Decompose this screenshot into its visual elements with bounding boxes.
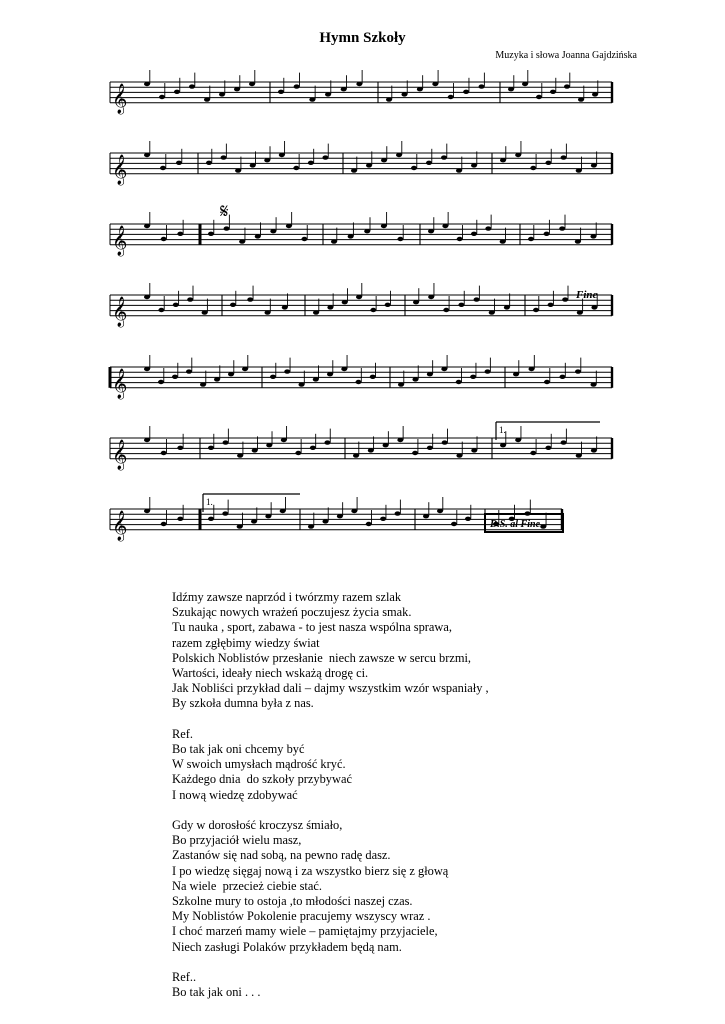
note-head [500, 443, 506, 447]
note-head [544, 380, 550, 384]
note-head [177, 232, 183, 236]
lyrics-line: Idźmy zawsze naprzód i twórzmy razem szlak [172, 590, 402, 604]
note-head [471, 163, 477, 167]
note-head [295, 451, 301, 455]
note-head [548, 303, 554, 307]
note-head [458, 303, 464, 307]
note-head [560, 375, 566, 379]
note-head [366, 522, 372, 526]
note-head [158, 308, 164, 312]
lyrics-stanza [172, 727, 652, 803]
note-head [284, 369, 290, 373]
staff-system [110, 141, 612, 186]
note-head [470, 375, 476, 379]
note-head [427, 372, 433, 376]
note-head [412, 451, 418, 455]
note-head [356, 295, 362, 299]
note-head [380, 517, 386, 521]
note-head [174, 90, 180, 94]
note-head [437, 509, 443, 513]
note-head [381, 224, 387, 228]
treble-clef-icon: 𝄞 [112, 368, 128, 399]
note-head [576, 453, 582, 457]
staff-system [110, 426, 612, 471]
note-head [411, 166, 417, 170]
note-head [294, 84, 300, 88]
note-head [252, 448, 258, 452]
note-head [561, 155, 567, 159]
note-head [590, 234, 596, 238]
note-head [173, 303, 179, 307]
lyrics-line: Gdy w dorosłość kroczysz śmiało, [172, 818, 343, 833]
note-head [237, 524, 243, 528]
fine-mark: Fine [576, 289, 598, 301]
note-head [208, 446, 214, 450]
note-head [504, 305, 510, 309]
lyrics-line: W swoich umysłach mądrość kryć. [172, 757, 346, 772]
lyrics-stanza [172, 590, 652, 712]
note-head [426, 161, 432, 165]
note-head [327, 305, 333, 309]
note-head [427, 446, 433, 450]
note-head [451, 522, 457, 526]
note-head [158, 380, 164, 384]
note-head [219, 92, 225, 96]
note-head [533, 308, 539, 312]
lyrics-line: Tu nauka , sport, zabawa - to jest nasza wspólna sprawa, [172, 620, 452, 635]
note-head [457, 237, 463, 241]
note-head [230, 303, 236, 307]
note-head [381, 158, 387, 162]
note-head [530, 166, 536, 170]
note-head [591, 382, 597, 386]
note-head [471, 232, 477, 236]
lyrics-line: Ref.. [172, 970, 197, 985]
note-head [341, 87, 347, 91]
note-head [456, 453, 462, 457]
volta-bracket-1 [496, 422, 600, 440]
lyrics-line: Jak Nobliści przykład dali – dajmy wszystkim wzór wspaniały , [172, 681, 489, 696]
note-head [540, 524, 546, 528]
note-head [228, 372, 234, 376]
note-head [471, 448, 477, 452]
treble-clef-icon: 𝄞 [112, 439, 128, 470]
note-head [368, 448, 374, 452]
lyrics-line: Bo tak jak oni chcemy być [172, 742, 305, 757]
staff-system [110, 283, 612, 328]
note-head [327, 372, 333, 376]
note-head [423, 514, 429, 518]
staff-system [110, 355, 612, 400]
note-head [310, 446, 316, 450]
staff-system [110, 70, 612, 115]
note-head [485, 226, 491, 230]
note-head [441, 367, 447, 371]
volta-label: 1. [206, 497, 213, 507]
lyrics-line: razem zgłębimy wiedzy świat [172, 635, 320, 650]
note-head [325, 92, 331, 96]
note-head [364, 229, 370, 233]
note-head [536, 95, 542, 99]
note-head [242, 367, 248, 371]
note-head [575, 369, 581, 373]
note-head [214, 377, 220, 381]
note-head [234, 87, 240, 91]
note-head [465, 517, 471, 521]
note-head [443, 308, 449, 312]
note-head [591, 448, 597, 452]
note-head [456, 168, 462, 172]
note-head [237, 453, 243, 457]
note-head [251, 519, 257, 523]
note-head [264, 158, 270, 162]
note-head [324, 440, 330, 444]
note-head [545, 161, 551, 165]
note-head [428, 229, 434, 233]
note-head [270, 375, 276, 379]
note-head [223, 440, 229, 444]
note-head [544, 232, 550, 236]
lyrics-line: Polskich Noblistów przesłanie niech zawsze w sercu brzmi, [172, 650, 472, 665]
note-head [293, 166, 299, 170]
note-head [159, 95, 165, 99]
note-head [432, 82, 438, 86]
note-head [337, 514, 343, 518]
note-head [286, 224, 292, 228]
note-head [397, 438, 403, 442]
segno-mark: 𝄋 [220, 199, 229, 223]
note-head [348, 234, 354, 238]
page-title: Hymn Szkoły [319, 30, 406, 46]
note-head [592, 92, 598, 96]
note-head [160, 166, 166, 170]
note-head [351, 168, 357, 172]
note-head [398, 382, 404, 386]
note-head [351, 509, 357, 513]
note-head [442, 440, 448, 444]
note-head [266, 443, 272, 447]
note-head [235, 168, 241, 172]
note-head [366, 163, 372, 167]
note-head [144, 438, 150, 442]
note-head [576, 168, 582, 172]
note-head [313, 377, 319, 381]
note-head [485, 369, 491, 373]
lyrics-line: Na wiele przecież ciebie stać. [172, 878, 322, 893]
note-head [463, 90, 469, 94]
note-head [448, 95, 454, 99]
note-head [208, 517, 214, 521]
note-head [500, 239, 506, 243]
note-head [187, 297, 193, 301]
lyrics-stanza [172, 818, 652, 955]
lyrics-line: Każdego dnia do szkoły przybywać [172, 772, 352, 787]
note-head [331, 239, 337, 243]
note-head [144, 153, 150, 157]
note-head [265, 310, 271, 314]
note-head [417, 87, 423, 91]
lyrics-stanza [172, 970, 652, 1000]
note-head [161, 451, 167, 455]
treble-clef-icon: 𝄞 [112, 510, 128, 541]
composer-credit: Muzyka i słowa Joanna Gajdzińska [495, 50, 637, 61]
note-head [513, 372, 519, 376]
note-head [479, 84, 485, 88]
lyrics-line: Niech zasługi Polaków przykładem będą nam. [172, 939, 402, 954]
lyrics [172, 590, 652, 1000]
note-head [441, 155, 447, 159]
note-head [250, 163, 256, 167]
note-head [189, 84, 195, 88]
note-head [280, 509, 286, 513]
lyrics-line: Szkolne mury to ostoja ,to młodości naszej czas. [172, 894, 413, 909]
note-head [528, 237, 534, 241]
note-head [200, 382, 206, 386]
note-head [530, 451, 536, 455]
lyrics-line: Bo tak jak oni . . . [172, 985, 261, 1000]
note-head [474, 297, 480, 301]
note-head [186, 369, 192, 373]
note-head [222, 511, 228, 515]
note-head [515, 153, 521, 157]
lyrics-line: I po wiedzę sięgaj nową i za wszystko bierz się z głową [172, 863, 449, 878]
note-head [356, 380, 362, 384]
note-head [221, 155, 227, 159]
treble-clef-icon: 𝄞 [112, 296, 128, 327]
lyrics-line: By szkoła dumna była z nas. [172, 696, 314, 711]
note-head [562, 297, 568, 301]
note-head [353, 453, 359, 457]
note-head [265, 514, 271, 518]
note-head [176, 161, 182, 165]
note-head [489, 310, 495, 314]
lyrics-line: Wartości, ideały niech wskażą drogę ci. [172, 666, 369, 681]
note-head [172, 375, 178, 379]
note-head [370, 375, 376, 379]
note-head [249, 82, 255, 86]
note-head [370, 308, 376, 312]
note-head [386, 97, 392, 101]
note-head [442, 224, 448, 228]
note-head [342, 300, 348, 304]
note-head [309, 97, 315, 101]
note-head [313, 310, 319, 314]
note-head [401, 92, 407, 96]
note-head [529, 367, 535, 371]
note-head [144, 367, 150, 371]
note-head [396, 153, 402, 157]
note-head [322, 155, 328, 159]
note-head [239, 239, 245, 243]
note-head [508, 87, 514, 91]
note-head [247, 297, 253, 301]
note-head [161, 237, 167, 241]
note-head [561, 440, 567, 444]
note-head [578, 97, 584, 101]
note-head [282, 305, 288, 309]
lyrics-line: I choć marzeń mamy wiele – pamiętajmy przyjaciele, [172, 924, 438, 939]
note-head [577, 310, 583, 314]
dal-segno-label: D.S. al Fine [490, 519, 541, 530]
treble-clef-icon: 𝄞 [112, 225, 128, 256]
note-head [591, 163, 597, 167]
note-head [161, 522, 167, 526]
note-head [397, 237, 403, 241]
note-head [383, 443, 389, 447]
note-head [202, 310, 208, 314]
note-head [144, 82, 150, 86]
note-head [341, 367, 347, 371]
note-head [255, 234, 261, 238]
note-head [144, 224, 150, 228]
note-head [308, 524, 314, 528]
lyrics-line: I nową wiedzę zdobywać [172, 787, 298, 802]
note-head [413, 300, 419, 304]
note-head [224, 226, 230, 230]
note-head [395, 511, 401, 515]
note-head [522, 82, 528, 86]
note-head [322, 519, 328, 523]
note-head [208, 232, 214, 236]
note-head [500, 158, 506, 162]
note-head [550, 90, 556, 94]
note-head [281, 438, 287, 442]
note-head [206, 161, 212, 165]
note-head [385, 303, 391, 307]
treble-clef-icon: 𝄞 [112, 154, 128, 185]
staff-system [110, 212, 612, 257]
note-head [412, 377, 418, 381]
lyrics-line: Bo przyjaciół wielu masz, [172, 833, 302, 848]
volta-label: 1. [499, 425, 506, 435]
note-head [308, 161, 314, 165]
note-head [428, 295, 434, 299]
lyrics-line: Zastanów się nad sobą, na pewno radę dasz. [172, 848, 391, 863]
note-head [575, 239, 581, 243]
lyrics-line: Szukając nowych wrażeń poczujesz życia smak. [172, 605, 412, 620]
treble-clef-icon: 𝄞 [112, 83, 128, 114]
note-head [559, 226, 565, 230]
note-head [299, 382, 305, 386]
note-head [204, 97, 210, 101]
note-head [270, 229, 276, 233]
note-head [591, 305, 597, 309]
note-head [278, 90, 284, 94]
note-head [279, 153, 285, 157]
note-head [515, 438, 521, 442]
note-head [356, 82, 362, 86]
note-head [144, 295, 150, 299]
note-head [177, 517, 183, 521]
note-head [545, 446, 551, 450]
note-head [301, 237, 307, 241]
note-head [177, 446, 183, 450]
lyrics-line: My Noblistów Pokolenie pracujemy wszyscy wraz . [172, 909, 431, 924]
note-head [144, 509, 150, 513]
lyrics-line: Ref. [172, 726, 193, 741]
note-head [456, 380, 462, 384]
note-head [564, 84, 570, 88]
